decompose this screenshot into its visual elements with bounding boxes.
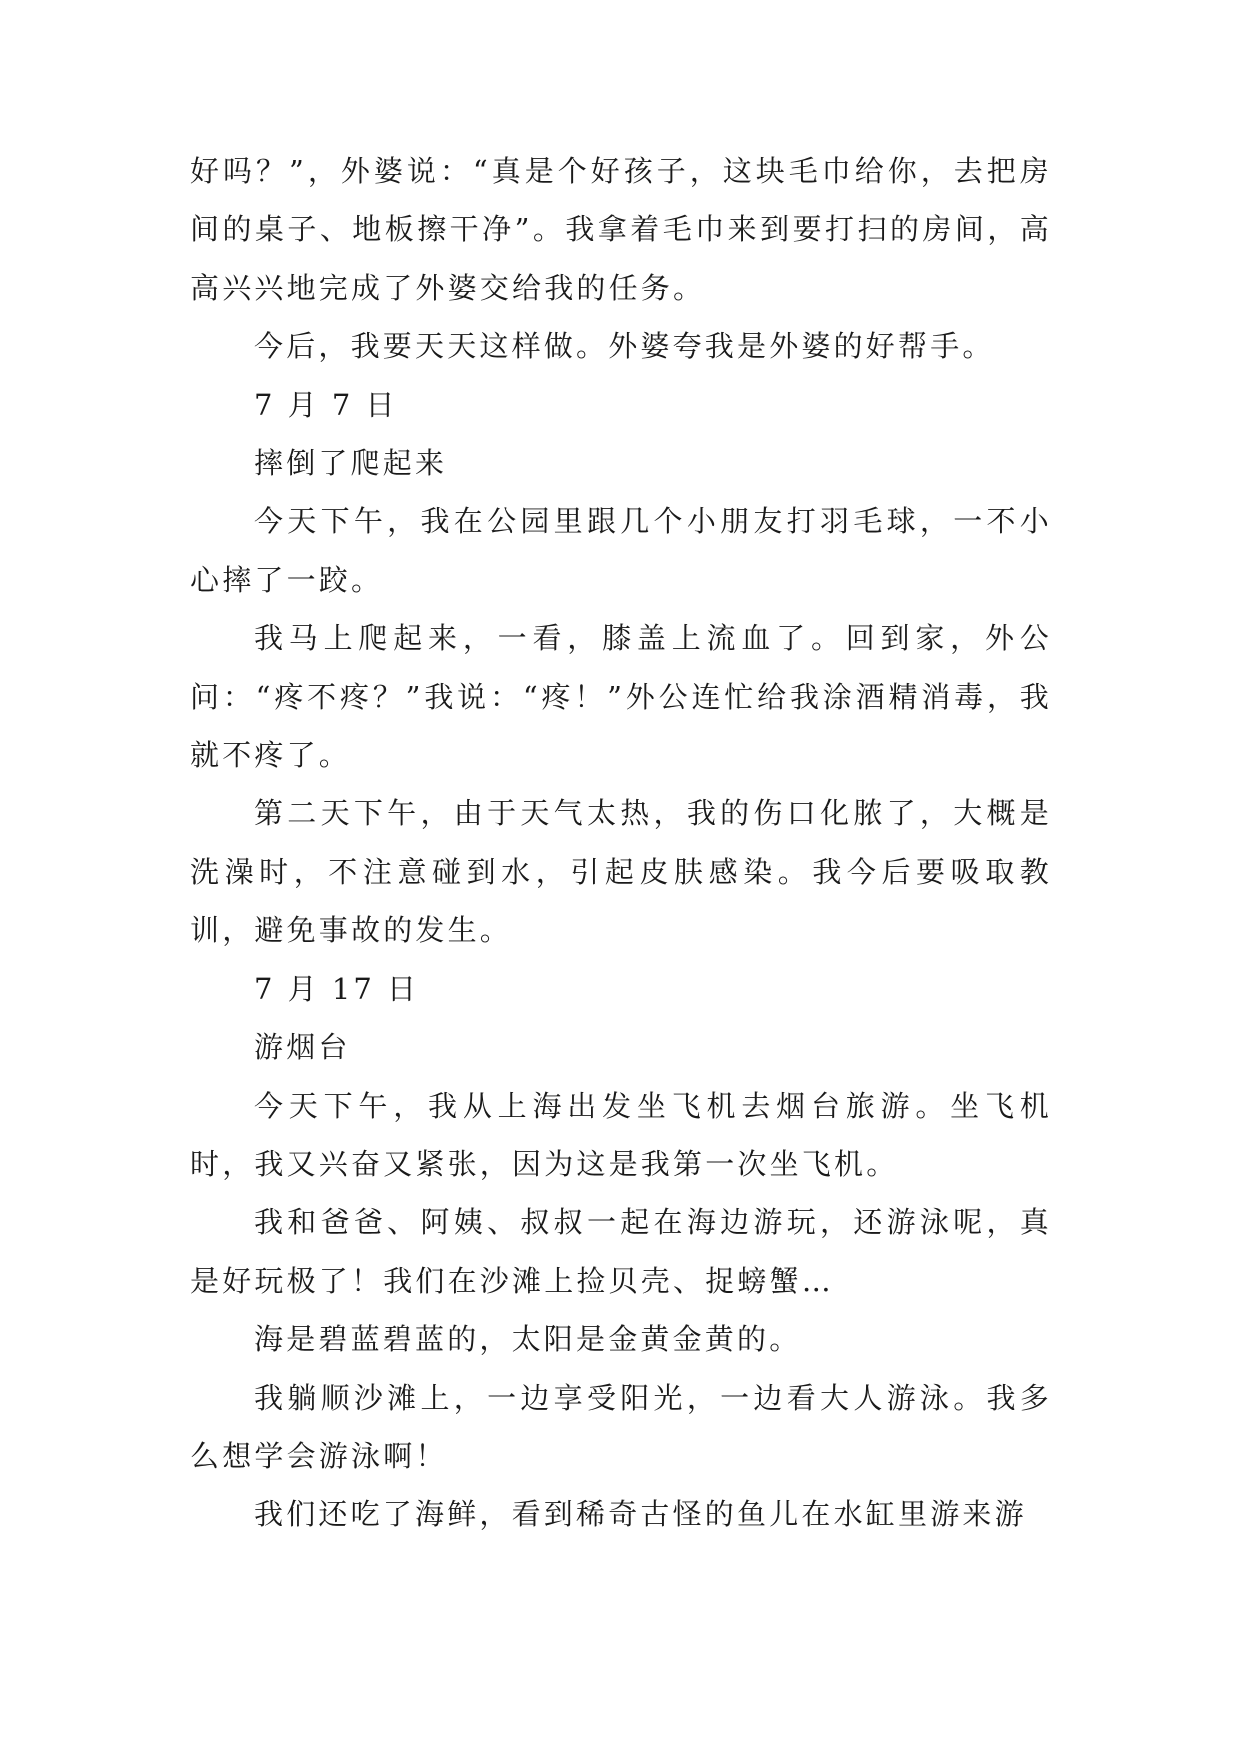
- entry-date: 7 月 7 日: [254, 387, 398, 422]
- entry-title: 游烟台: [254, 1030, 351, 1065]
- paragraph: 今后，我要天天这样做。外婆夸我是外婆的好帮手。: [254, 329, 995, 364]
- paragraph: 今天下午，我从上海出发坐飞机去烟台旅游。坐飞机时，我又兴奋又紧张，因为这是我第一次坐飞机。: [190, 1088, 1052, 1181]
- paragraph: 海是碧蓝碧蓝的，太阳是金黄金黄的。: [254, 1322, 802, 1357]
- paragraph: 好吗？”，外婆说：“真是个好孩子，这块毛巾给你，去把房间的桌子、地板擦干净”。我拿着毛巾来到要打扫的房间，高高兴兴地完成了外婆交给我的任务。: [190, 154, 1052, 305]
- paragraph: 第二天下午，由于天气太热，我的伤口化脓了，大概是洗澡时，不注意碰到水，引起皮肤感染。我今后要吸取教训，避免事故的发生。: [190, 796, 1052, 948]
- entry-date: 7 月 17 日: [254, 971, 420, 1006]
- entry-title: 摔倒了爬起来: [254, 446, 448, 481]
- paragraph: 我躺顺沙滩上，一边享受阳光，一边看大人游泳。我多么想学会游泳啊！: [190, 1380, 1052, 1473]
- paragraph: 我马上爬起来，一看，膝盖上流血了。回到家，外公问：“疼不疼？”我说：“疼！”外公连忙给我涂酒精消毒，我就不疼了。: [190, 621, 1052, 773]
- paragraph: 今天下午，我在公园里跟几个小朋友打羽毛球，一不小心摔了一跤。: [190, 504, 1052, 597]
- document-body: [190, 142, 1052, 1544]
- paragraph: 我们还吃了海鲜，看到稀奇古怪的鱼儿在水缸里游来游: [254, 1497, 1027, 1532]
- paragraph: 我和爸爸、阿姨、叔叔一起在海边游玩，还游泳呢，真是好玩极了！我们在沙滩上捡贝壳、捉螃蟹…: [190, 1205, 1052, 1298]
